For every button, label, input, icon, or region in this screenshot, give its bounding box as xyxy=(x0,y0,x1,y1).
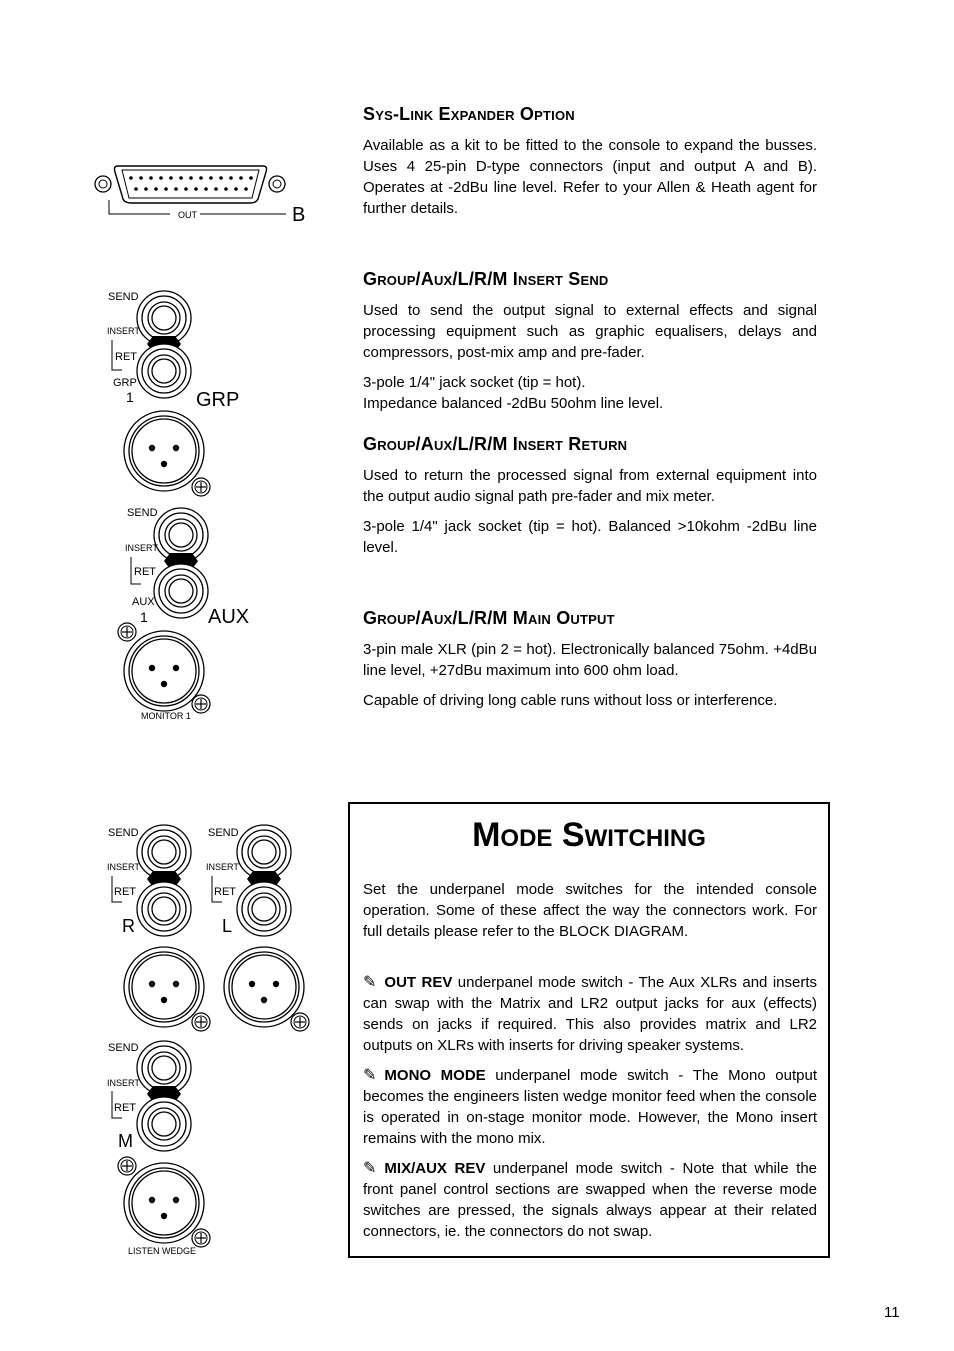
aux-one-label: 1 xyxy=(140,609,148,625)
insert-send-section xyxy=(363,269,817,414)
page-number: 11 xyxy=(884,1304,900,1321)
grp-connector-group xyxy=(107,291,239,496)
grp-insert-label: INSERT xyxy=(107,326,140,336)
mode-switching-title: Mode Switching xyxy=(472,816,706,854)
note-label: MONO MODE xyxy=(384,1067,486,1084)
main-output-body-2: Capable of driving long cable runs without loss or interference. xyxy=(363,692,778,709)
l-insert-label: INSERT xyxy=(206,862,239,872)
r-label: R xyxy=(122,916,135,936)
insert-send-heading: Group/Aux/L/R/M Insert Send xyxy=(363,269,609,289)
m-ret-label: RET xyxy=(114,1102,136,1114)
m-send-label: SEND xyxy=(108,1042,139,1054)
pencil-icon: ✎ xyxy=(363,974,377,991)
m-label: M xyxy=(118,1131,133,1151)
note-mono-mode xyxy=(363,1065,817,1149)
aux-connector-group xyxy=(118,507,249,721)
l-label: L xyxy=(222,916,233,936)
aux-ret-label: RET xyxy=(134,566,156,578)
m-connector-group xyxy=(107,1041,210,1256)
dsub-b-label: B xyxy=(292,204,306,226)
note-out-rev xyxy=(363,972,817,1056)
lr-connector-group xyxy=(107,825,309,1031)
grp-send-label: SEND xyxy=(108,291,139,303)
note-text: underpanel mode switch - The Mono output becomes the engineers listen wedge monitor feed when the console is operated in on-stage monitor mode. However, the Mono insert remains with the mono mix. xyxy=(363,1067,817,1147)
pencil-icon: ✎ xyxy=(363,1067,377,1084)
insert-return-heading: Group/Aux/L/R/M Insert Return xyxy=(363,434,628,454)
insert-send-spec-2: Impedance balanced -2dBu 50ohm line level. xyxy=(363,395,664,412)
insert-send-spec-1: 3-pole 1/4" jack socket (tip = hot). xyxy=(363,374,586,391)
syslink-section xyxy=(363,104,817,219)
note-mix-aux-rev xyxy=(363,1158,817,1242)
aux-send-label: SEND xyxy=(127,507,158,519)
syslink-body: Available as a kit to be fitted to the console to expand the busses. Uses 4 25-pin D-type connectors (input and output A and B). Operates at -2dBu line level. Refer to your Allen & Heath agent for further details. xyxy=(363,137,817,217)
aux-insert-label: INSERT xyxy=(125,543,158,553)
grp-one-label: 1 xyxy=(126,389,134,405)
insert-return-spec: 3-pole 1/4" jack socket (tip = hot). Balanced >10kohm -2dBu line level. xyxy=(363,518,817,556)
connector-diagrams xyxy=(0,0,340,1300)
note-label: OUT REV xyxy=(384,974,453,991)
dsub-connector-icon xyxy=(95,166,286,214)
r-send-label: SEND xyxy=(108,827,139,839)
l-ret-label: RET xyxy=(214,886,236,898)
insert-send-body: Used to send the output signal to external effects and signal processing equipment such as graphic equalisers, delays and compressors, post-mix amp and pre-fader. xyxy=(363,302,817,361)
aux-small-label: AUX xyxy=(132,596,155,608)
note-label: MIX/AUX REV xyxy=(384,1160,486,1177)
mode-switching-box xyxy=(348,802,830,1258)
grp-big-label: GRP xyxy=(196,389,240,411)
main-output-heading: Group/Aux/L/R/M Main Output xyxy=(363,608,615,628)
insert-return-section xyxy=(363,434,817,558)
note-text: underpanel mode switch - The Aux XLRs and inserts can swap with the Matrix and LR2 output jacks for aux (effects) sends on jacks if required. This also provides matrix and LR2 outputs on XLRs with inserts for driving speaker systems. xyxy=(363,974,817,1054)
l-send-label: SEND xyxy=(208,827,239,839)
syslink-heading: Sys-Link Expander Option xyxy=(363,104,575,124)
listen-wedge-label: LISTEN WEDGE xyxy=(128,1246,197,1256)
r-ret-label: RET xyxy=(114,886,136,898)
pencil-icon: ✎ xyxy=(363,1160,377,1177)
main-output-section xyxy=(363,608,817,711)
r-insert-label: INSERT xyxy=(107,862,140,872)
aux-big-label: AUX xyxy=(208,606,250,628)
main-output-body: 3-pin male XLR (pin 2 = hot). Electronically balanced 75ohm. +4dBu line level, +27dBu maximum into 600 ohm load. xyxy=(363,641,817,679)
monitor-label: MONITOR 1 xyxy=(141,711,191,721)
grp-ret-label: RET xyxy=(115,351,137,363)
insert-return-body: Used to return the processed signal from external equipment into the output audio signal path pre-fader and mix meter. xyxy=(363,467,817,505)
grp-small-label: GRP xyxy=(113,377,137,389)
m-insert-label: INSERT xyxy=(107,1078,140,1088)
dsub-out-label: OUT xyxy=(178,210,197,220)
mode-switching-intro: Set the underpanel mode switches for the intended console operation. Some of these affect the way the connectors work. For full details please refer to the BLOCK DIAGRAM. xyxy=(363,881,817,940)
note-text: underpanel mode switch - Note that while the front panel control sections are swapped when the reverse mode switches are pressed, the signals always appear at their related connectors, ie. the connectors do not swap. xyxy=(363,1160,817,1240)
